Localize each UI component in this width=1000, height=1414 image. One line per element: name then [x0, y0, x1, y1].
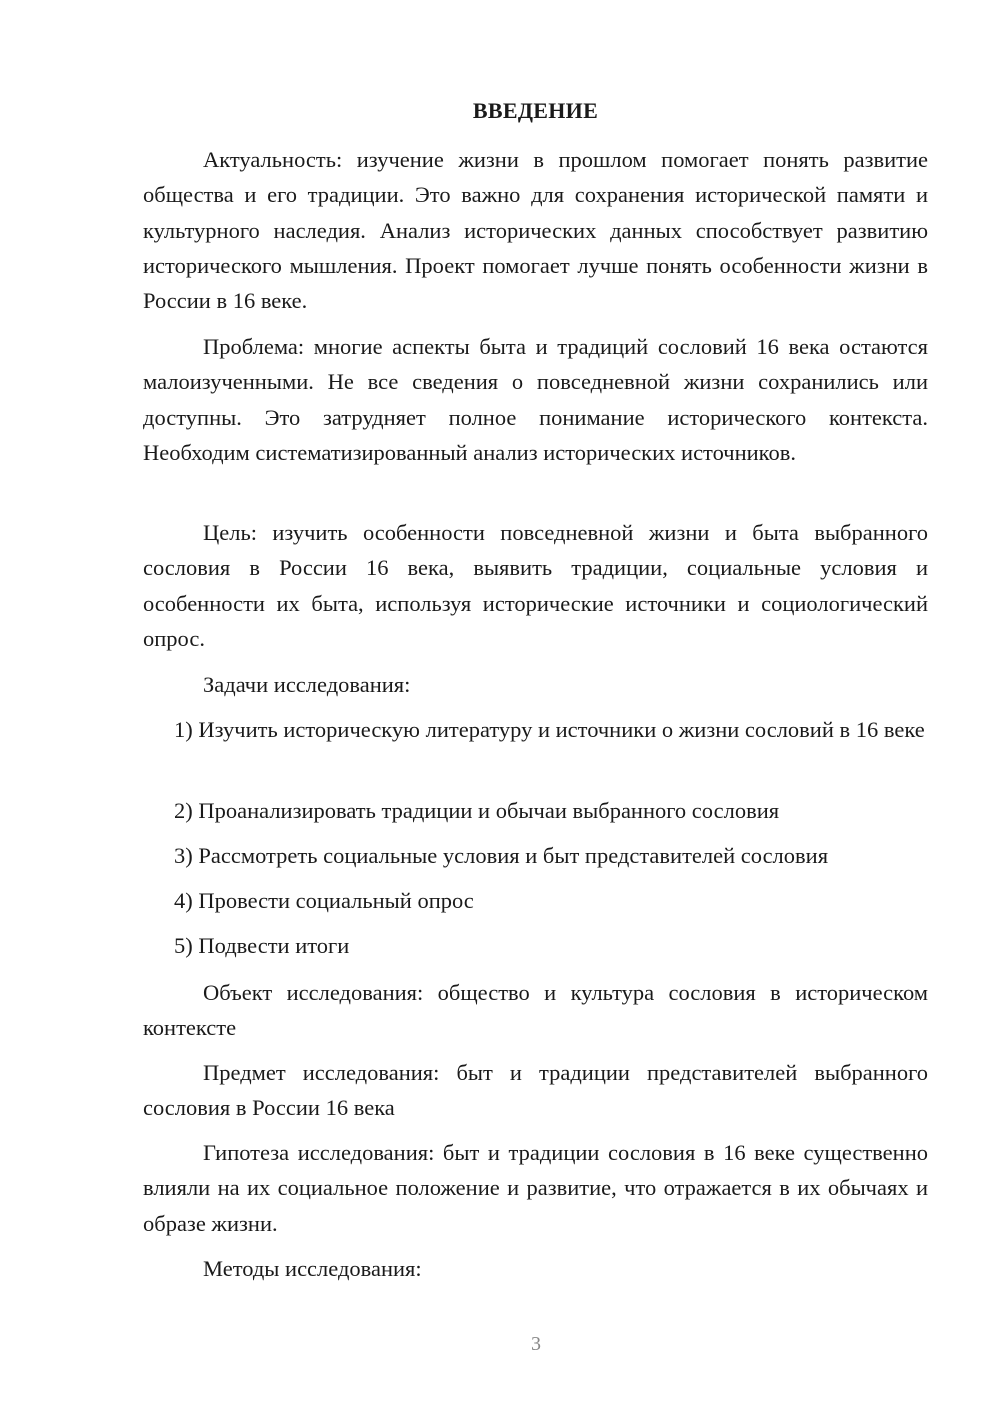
goal-paragraph: Цель: изучить особенности повседневной жизни и быта выбранного сословия в России 16 века, выявить традиции, социальные условия и особенности их быта, используя исторические источники и социологический опрос. — [143, 520, 928, 651]
task-list-item: 2) Проанализировать традиции и обычаи выбранного сословия — [174, 798, 780, 823]
page-title: ВВЕДЕНИЕ — [472, 98, 599, 123]
page-number: 3 — [531, 1333, 541, 1355]
task-list-item: 1) Изучить историческую литературу и источники о жизни сословий в 16 веке — [174, 717, 925, 742]
methods-heading: Методы исследования: — [203, 1256, 422, 1281]
task-list-item: 4) Провести социальный опрос — [174, 888, 474, 913]
problem-paragraph: Проблема: многие аспекты быта и традиций сословий 16 века остаются малоизученными. Не все сведения о повседневной жизни сохранились или доступны. Это затрудняет полное понимание исторического контекста. Необходим систематизированный анализ исторических источников. — [143, 334, 928, 465]
object-paragraph: Объект исследования: общество и культура сословия в историческом контексте — [143, 980, 928, 1041]
tasks-heading: Задачи исследования: — [203, 672, 411, 697]
relevance-paragraph: Актуальность: изучение жизни в прошлом помогает понять развитие общества и его традиции. Это важно для сохранения исторической памяти и культурного наследия. Анализ исторических данных способствует развитию исторического мышления. Проект помогает лучше понять особенности жизни в России в 16 веке. — [143, 147, 928, 314]
task-list-item: 5) Подвести итоги — [174, 933, 350, 958]
subject-paragraph: Предмет исследования: быт и традиции представителей выбранного сословия в России 16 века — [143, 1060, 928, 1121]
hypothesis-paragraph: Гипотеза исследования: быт и традиции сословия в 16 веке существенно влияли на их социальное положение и развитие, что отражается в их обычаях и образе жизни. — [143, 1140, 928, 1236]
task-list-item: 3) Рассмотреть социальные условия и быт представителей сословия — [174, 843, 829, 868]
